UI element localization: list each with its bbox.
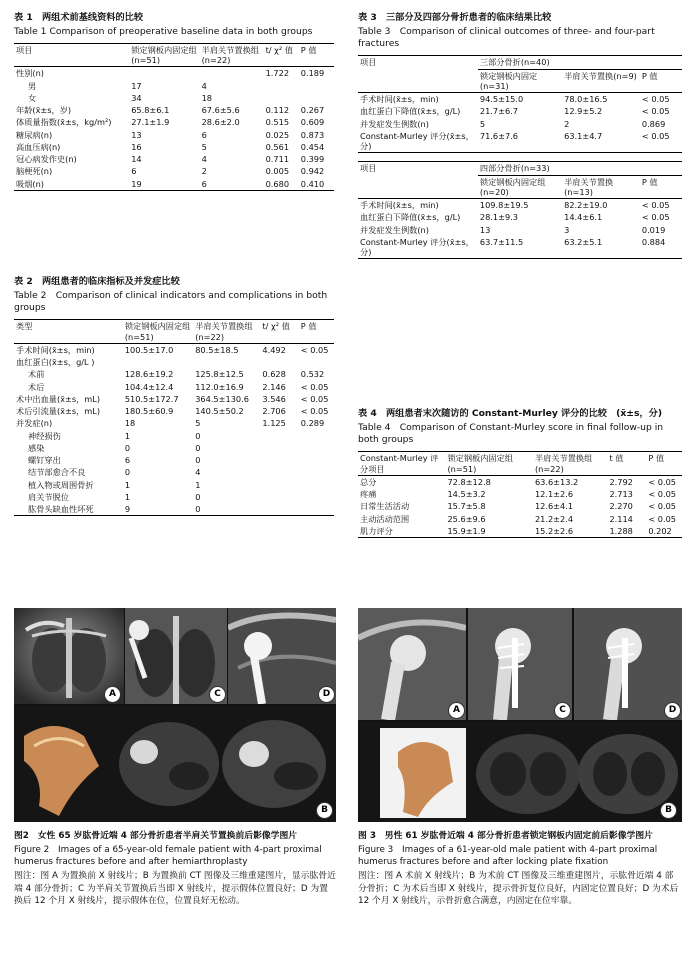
table-row: [14, 67, 334, 80]
table-cell: 364.5±130.6: [195, 393, 249, 404]
table-row: [14, 153, 334, 165]
table-row: [14, 479, 334, 491]
figure-2-caption: [14, 830, 336, 909]
table-cell: 男: [28, 80, 37, 91]
table-cell: 5: [201, 141, 207, 152]
table-cell: 2.146: [262, 381, 286, 392]
table-cell: 14.4±6.1: [564, 212, 603, 223]
column-header: 半肩关节置换组(n=22): [193, 320, 260, 344]
table-row: [14, 343, 334, 356]
table-row: [358, 525, 682, 538]
table-row: [14, 92, 334, 104]
column-header: 半肩关节置换(n=13): [562, 175, 640, 199]
column-header: 半肩关节置换组 (n=22): [200, 43, 264, 67]
table-2-block: [14, 276, 334, 516]
table-row: [358, 211, 682, 223]
figure-3-images: [358, 608, 682, 822]
table-cell: [299, 503, 334, 516]
table-group-row: [358, 162, 682, 175]
table-cell: 19: [129, 178, 199, 191]
table-cell: 术后引流量(x̄±s，mL): [16, 406, 101, 417]
table-4: [358, 451, 682, 538]
table-cell: 0.869: [641, 118, 666, 129]
table-header-row: [14, 320, 334, 344]
group-header: 三部分骨折(n=40): [478, 56, 682, 69]
table-cell: [299, 430, 334, 442]
table-cell: 71.6±7.6: [478, 130, 562, 153]
table-cell: [260, 491, 298, 503]
table-cell: 14.5±3.2: [447, 489, 486, 500]
table-cell: < 0.05: [648, 513, 677, 524]
table-cell: [260, 356, 298, 368]
table-cell: < 0.05: [300, 393, 329, 404]
table-row: [14, 466, 334, 478]
table-cell: 5: [479, 118, 486, 129]
table-row: [358, 236, 682, 259]
table-cell: 80.5±18.5: [195, 344, 239, 355]
table-cell: 4.492: [262, 344, 286, 355]
table-row: [14, 491, 334, 503]
table-row: [358, 488, 682, 500]
table-4-title-en: Table 4 Comparison of Constant-Murley score in final follow-up in both groups: [358, 421, 664, 445]
table-cell: [264, 80, 299, 92]
table-cell: 18: [201, 92, 213, 103]
panel-label-b: B: [660, 802, 677, 819]
table-cell: 感染: [28, 442, 45, 453]
table-cell: 肱骨头缺血性坏死: [14, 503, 123, 516]
table-cell: 1: [124, 430, 131, 441]
table-cell: 0.711: [265, 154, 290, 165]
table-row: [358, 224, 682, 236]
table-cell: 510.5±172.7: [124, 393, 179, 404]
table-cell: 0.267: [300, 105, 325, 116]
table-row: [14, 454, 334, 466]
table-cell: [299, 80, 334, 92]
table-cell: 脑梗死(n): [16, 166, 53, 177]
table-cell: 0.019: [641, 224, 666, 235]
ct-panel-b: [14, 706, 336, 822]
table-cell: 1: [124, 491, 131, 502]
column-header: P 值: [646, 452, 682, 476]
table-cell: 18: [124, 418, 136, 429]
table-4-block: [358, 408, 682, 538]
table-1-title-en: Table 1 Comparison of preoperative baseline data in both groups: [14, 25, 313, 37]
table-cell: 65.8±6.1: [131, 105, 170, 116]
table-cell: 2.270: [609, 501, 633, 512]
table-3-block: [358, 12, 682, 259]
column-header: P 值: [640, 175, 682, 199]
table-cell: 0.609: [300, 117, 325, 128]
table-row: [14, 141, 334, 153]
table-group-row: [358, 56, 682, 69]
table-3-title-en: Table 3 Comparison of clinical outcomes of three- and four-part fractures: [358, 25, 655, 49]
figure-3-title-en: Figure 3 Images of a 61-year-old male patient with 4-part proximal humerus fractures before and after locking plate fixation: [358, 845, 658, 868]
table-cell: 15.7±5.8: [447, 501, 486, 512]
table-cell: 6: [131, 166, 137, 177]
table-cell: 0: [193, 503, 260, 516]
xray-panel-d: [574, 608, 682, 720]
column-header: 锁定钢板内固定组(n=51): [123, 320, 193, 344]
table-cell: 术后: [28, 381, 45, 392]
table-2-title-en: Table 2 Comparison of clinical indicators and complications in both groups: [14, 289, 328, 313]
table-cell: 0.942: [300, 166, 325, 177]
table-cell: 180.5±60.9: [124, 406, 174, 417]
table-cell: 72.8±12.8: [447, 476, 491, 487]
table-row: [14, 80, 334, 92]
table-row: [358, 500, 682, 512]
table-cell: < 0.05: [641, 106, 670, 117]
table-cell: 25.6±9.6: [447, 513, 486, 524]
table-cell: 125.8±12.5: [195, 369, 244, 380]
table-cell: [260, 503, 298, 516]
table-header-row: [358, 175, 682, 199]
table-2-title: 表 2 两组患者的临床指标及并发症比较: [14, 276, 180, 287]
xray-panel-c: [468, 608, 572, 720]
table-cell: [299, 466, 334, 478]
table-row: [14, 368, 334, 380]
column-header: 半肩关节置换(n=9): [562, 69, 640, 93]
panel-label-a: A: [448, 702, 465, 719]
table-cell: 78.0±16.5: [564, 94, 608, 105]
table-cell: 0.005: [265, 166, 290, 177]
table-cell: [129, 67, 199, 80]
table-row: [358, 513, 682, 525]
table-row: [358, 105, 682, 117]
column-header: t/ χ² 值: [264, 43, 299, 67]
table-cell: [123, 356, 193, 368]
table-cell: 冠心病发作史(n): [16, 154, 77, 165]
table-row: [358, 93, 682, 106]
table-cell: 82.2±19.0: [564, 200, 608, 211]
table-cell: 螺钉穿出: [28, 455, 61, 466]
table-cell: 3.546: [262, 393, 286, 404]
table-cell: 1.125: [262, 418, 286, 429]
table-cell: < 0.05: [300, 406, 329, 417]
table-cell: 15.9±1.9: [445, 525, 532, 538]
table-cell: 9: [123, 503, 193, 516]
table-cell: 0.532: [300, 369, 325, 380]
table-cell: 16: [131, 141, 142, 152]
table-cell: 0.454: [300, 141, 325, 152]
table-cell: 女: [28, 92, 37, 103]
table-cell: [299, 454, 334, 466]
table-cell: 主动活动范围: [360, 513, 410, 524]
table-cell: 0.202: [646, 525, 682, 538]
table-cell: 63.1±4.7: [562, 130, 640, 153]
xray-panel-a: [358, 608, 466, 720]
table-cell: [260, 430, 298, 442]
table-cell: 4: [201, 154, 207, 165]
table-cell: 体质量指数(x̄±s，kg/m²): [16, 117, 112, 128]
table-cell: 0.112: [265, 105, 290, 116]
table-cell: [299, 491, 334, 503]
table-row: [14, 178, 334, 191]
column-header: 半肩关节置换组(n=22): [533, 452, 608, 476]
table-cell: [260, 479, 298, 491]
table-cell: [260, 466, 298, 478]
table-cell: 6: [124, 455, 131, 466]
figure-3-title: 图 3 男性 61 岁肱骨近端 4 部分骨折患者锁定钢板内固定前后影像学图片: [358, 831, 653, 841]
table-row: [14, 165, 334, 177]
table-row: [358, 130, 682, 153]
table-row: [14, 430, 334, 442]
table-cell: 糖尿病(n): [16, 129, 53, 140]
column-header: 项目: [358, 56, 478, 69]
table-cell: 6: [200, 178, 264, 191]
table-row: [358, 199, 682, 212]
table-cell: 神经损伤: [28, 430, 61, 441]
table-row: [358, 475, 682, 488]
table-cell: < 0.05: [648, 501, 677, 512]
table-cell: 0.515: [265, 117, 290, 128]
table-cell: 0.884: [640, 236, 682, 259]
xray-panel-c: [125, 608, 227, 704]
table-3-title: 表 3 三部分及四部分骨折患者的临床结果比较: [358, 12, 552, 23]
table-1-title: 表 1 两组术前基线资料的比较: [14, 12, 144, 23]
table-cell: 2: [201, 166, 207, 177]
table-cell: 血红蛋白下降值(x̄±s，g/L): [360, 212, 461, 223]
table-cell: 2.792: [609, 476, 633, 487]
panel-label-d: D: [664, 702, 681, 719]
table-cell: < 0.05: [648, 476, 677, 487]
table-cell: 14: [131, 154, 142, 165]
table-row: [358, 118, 682, 130]
table-cell: 1: [195, 479, 201, 490]
table-cell: 13: [131, 129, 142, 140]
table-cell: 0.873: [300, 129, 325, 140]
table-header-row: [14, 43, 334, 67]
figure-2-note: 图注：图 A 为置换前 X 射线片；B 为置换前 CT 图像及三维重建图片，显示肱骨近端 4 部分骨折；C 为半肩关节置换后当即 X 射线片，提示假体位置良好；D 为置换后 12 个月 X 射线片，提示假体在位，位置良好无松动。: [14, 871, 336, 906]
table-cell: 63.2±5.1: [562, 236, 640, 259]
table-cell: 28.1±9.3: [479, 212, 518, 223]
table-cell: 0.189: [300, 68, 325, 79]
table-cell: [264, 92, 299, 104]
table-cell: Constant-Murley 评分(x̄±s，分): [358, 236, 478, 259]
group-header: 四部分骨折(n=33): [478, 162, 682, 175]
table-cell: 128.6±19.2: [124, 369, 174, 380]
table-cell: 性别(n): [16, 68, 44, 79]
table-cell: 34: [131, 92, 142, 103]
column-header: Constant-Murley 评分项目: [358, 452, 445, 476]
table-cell: 年龄(x̄±s，岁): [16, 105, 72, 116]
figure-3-note: 图注：图 A 术前 X 射线片；B 为术前 CT 图像及三维重建图片，示肱骨近端 4 部分骨折；C 为术后当即 X 射线片，提示骨折复位良好，内固定位置良好；D 为术后 12 个月 X 射线片，示骨折愈合满意，内固定在位牢靠。: [358, 871, 679, 906]
table-cell: 1.722: [265, 68, 290, 79]
table-cell: < 0.05: [641, 94, 670, 105]
table-row: [14, 104, 334, 116]
table-1: [14, 43, 334, 191]
table-cell: 吸烟(n): [14, 178, 129, 191]
table-3-three-part: [358, 55, 682, 153]
table-cell: 63.7±11.5: [478, 236, 562, 259]
table-cell: 12.6±4.1: [534, 501, 574, 512]
table-row: [14, 503, 334, 516]
table-cell: 2: [564, 118, 570, 129]
figure-2-images: [14, 608, 336, 822]
table-cell: 0.025: [265, 129, 290, 140]
figure-3-caption: [358, 830, 682, 909]
table-cell: [299, 92, 334, 104]
xray-panel-d: [228, 608, 336, 704]
table-cell: 0.628: [262, 369, 286, 380]
table-cell: [193, 356, 260, 368]
column-header: 锁定钢板内固定(n=31): [478, 69, 562, 93]
table-cell: 0: [124, 442, 131, 453]
table-cell: 0: [195, 491, 201, 502]
table-cell: 0.289: [300, 418, 325, 429]
table-cell: < 0.05: [300, 381, 329, 392]
table-cell: 植入物或周围骨折: [28, 479, 94, 490]
table-cell: 104.4±12.4: [124, 381, 174, 392]
table-4-title: 表 4 两组患者末次随访的 Constant-Murley 评分的比较 (x̄±s，分): [358, 408, 663, 419]
table-cell: < 0.05: [641, 200, 670, 211]
table-cell: 0: [195, 442, 201, 453]
table-cell: 2.114: [609, 513, 633, 524]
table-cell: 4: [195, 467, 201, 478]
table-row: [14, 129, 334, 141]
table-row: [14, 442, 334, 454]
table-cell: 高血压病(n): [16, 141, 61, 152]
table-cell: 12.1±2.6: [534, 489, 574, 500]
table-cell: 肌力评分: [358, 525, 445, 538]
table-cell: 并发症(n): [16, 418, 53, 429]
table-cell: 21.7±6.7: [479, 106, 518, 117]
table-cell: 手术时间(x̄±s，min): [360, 94, 439, 105]
column-header: 锁定钢板内固定组(n=20): [478, 175, 562, 199]
column-header: 锁定钢板内固定组 (n=51): [129, 43, 199, 67]
panel-label-c: C: [209, 686, 226, 703]
table-row: [14, 405, 334, 417]
table-cell: 手术时间(x̄±s，min): [16, 344, 95, 355]
table-cell: [299, 356, 334, 368]
table-row: [14, 116, 334, 128]
table-cell: 67.6±5.6: [201, 105, 240, 116]
column-header: t 值: [607, 452, 646, 476]
table-cell: 肩关节脱位: [28, 491, 69, 502]
table-cell: 94.5±15.0: [479, 94, 524, 105]
table-cell: 15.2±2.6: [533, 525, 608, 538]
table-row: [14, 381, 334, 393]
table-cell: 4: [201, 80, 207, 91]
table-cell: 27.1±1.9: [131, 117, 170, 128]
column-header: 项目: [14, 43, 129, 67]
table-cell: 血红蛋白(x̄±s，g/L ): [16, 357, 95, 368]
table-cell: 17: [131, 80, 142, 91]
table-cell: 0: [195, 455, 201, 466]
table-cell: 总分: [360, 476, 377, 487]
table-cell: 2.706: [262, 406, 286, 417]
table-cell: 112.0±16.9: [195, 381, 244, 392]
xray-panel-a: [14, 608, 124, 704]
table-cell: 0: [124, 467, 131, 478]
table-cell: 3: [564, 224, 570, 235]
table-2: [14, 319, 334, 516]
column-header: 项目: [358, 162, 478, 175]
table-cell: 手术时间(x̄±s，min): [360, 200, 439, 211]
column-header: P 值: [299, 43, 334, 67]
table-cell: [299, 479, 334, 491]
table-cell: 0.410: [299, 178, 334, 191]
table-cell: 并发症发生例数(n): [360, 224, 429, 235]
table-cell: 100.5±17.0: [124, 344, 174, 355]
table-cell: 12.9±5.2: [564, 106, 603, 117]
panel-label-a: A: [104, 686, 121, 703]
table-cell: [260, 442, 298, 454]
column-header: P 值: [640, 69, 682, 93]
table-cell: 1.288: [607, 525, 646, 538]
table-cell: 并发症发生例数(n): [360, 118, 429, 129]
table-cell: 1: [124, 479, 131, 490]
table-cell: < 0.05: [300, 344, 329, 355]
table-cell: 疼痛: [360, 489, 377, 500]
table-cell: 0.399: [300, 154, 325, 165]
table-cell: < 0.05: [641, 212, 670, 223]
column-header: 类型: [14, 320, 123, 344]
column-header: 锁定钢板内固定组(n=51): [445, 452, 532, 476]
table-cell: [299, 442, 334, 454]
table-cell: 0.680: [264, 178, 299, 191]
table-cell: 0: [195, 430, 201, 441]
table-cell: 140.5±50.2: [195, 406, 244, 417]
panel-label-d: D: [318, 686, 335, 703]
panel-label-c: C: [554, 702, 571, 719]
figure-2-title-en: Figure 2 Images of a 65-year-old female patient with 4-part proximal humerus fractures before and after hemiarthroplasty: [14, 845, 322, 868]
table-cell: 术中出血量(x̄±s，mL): [16, 393, 101, 404]
table-cell: < 0.05: [648, 489, 677, 500]
table-cell: 6: [201, 129, 207, 140]
table-row: [14, 356, 334, 368]
table-cell: 109.8±19.5: [479, 200, 529, 211]
table-cell: 日常生活活动: [360, 501, 410, 512]
table-cell: [260, 454, 298, 466]
table-cell: 28.6±2.0: [201, 117, 240, 128]
table-cell: 21.2±2.4: [534, 513, 574, 524]
table-cell: 结节部愈合不良: [28, 467, 86, 478]
column-header: P 值: [299, 320, 334, 344]
table-cell: 63.6±13.2: [534, 476, 579, 487]
table-row: [14, 417, 334, 429]
column-header: t/ χ² 值: [260, 320, 298, 344]
table-cell: < 0.05: [640, 130, 682, 153]
figure-2-title: 图2 女性 65 岁肱骨近端 4 部分骨折患者半肩关节置换前后影像学图片: [14, 831, 298, 841]
table-cell: [200, 67, 264, 80]
table-cell: Constant-Murley 评分(x̄±s，分): [358, 130, 478, 153]
table-row: [14, 393, 334, 405]
table-3-four-part: [358, 161, 682, 259]
panel-label-b: B: [316, 802, 333, 819]
table-cell: 5: [195, 418, 201, 429]
table-cell: 13: [479, 224, 491, 235]
table-header-row: [358, 69, 682, 93]
table-1-block: [14, 12, 334, 191]
table-cell: 0.561: [265, 141, 290, 152]
table-cell: 2.713: [609, 489, 633, 500]
table-cell: 术前: [28, 369, 45, 380]
table-cell: 血红蛋白下降值(x̄±s，g/L): [360, 106, 461, 117]
ct-panel-b: [358, 722, 682, 822]
table-header-row: [358, 452, 682, 476]
